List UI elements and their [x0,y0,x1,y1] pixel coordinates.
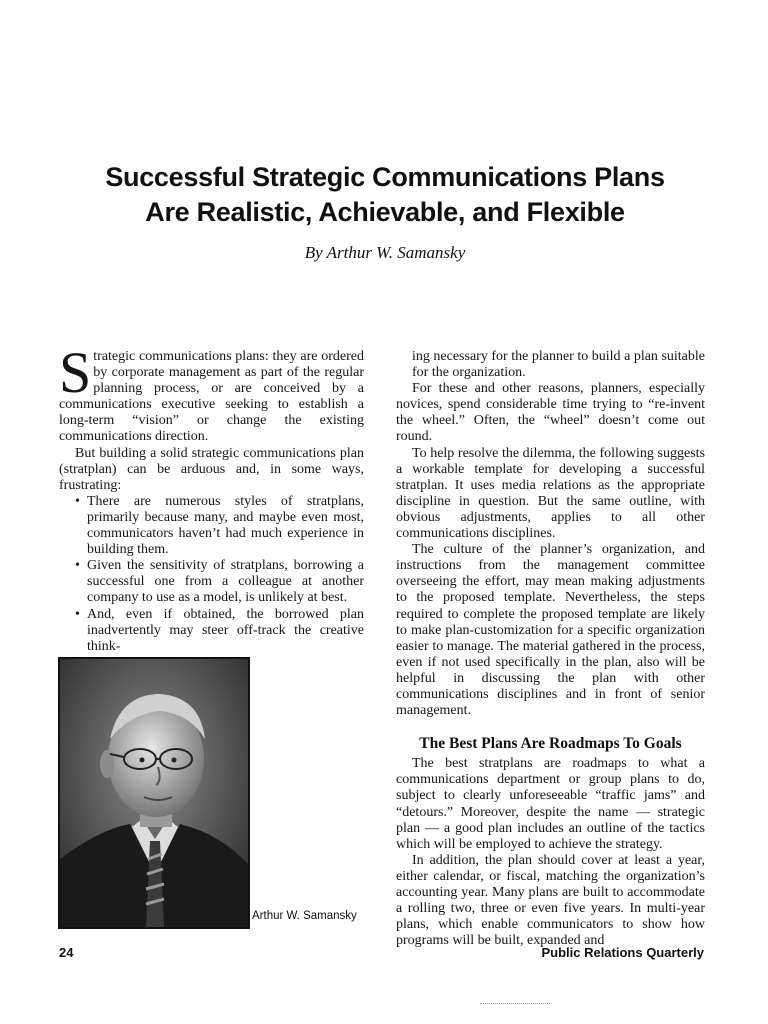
publication-name: Public Relations Quarterly [541,945,704,960]
bullet-item: • And, even if obtained, the borrowed plan inadvertently may steer off-track the creative think- [75,607,364,655]
paragraph: In addition, the plan should cover at least a year, either calendar, or fiscal, matching the organization’s accounting year. Many plans are built to accommodate a rolling two, three or even five years. In multi-year plans, which enable communicators to show how programs will be built, expanded and [396,852,705,949]
author-photo [58,657,250,929]
paragraph: The best stratplans are roadmaps to what a communications department or group plans to do, subject to clearly unforeseeable “traffic jams” and “detours.” Moreover, despite the name — strategic plan — a good plan includes an outline of the tactics which will be employed to achieve the strategy. [396,756,705,852]
left-column [59,340,364,655]
bullet-item: • Given the sensitivity of stratplans, borrowing a successful one from a colleague at another company to use as a model, is unlikely at best. [75,558,364,606]
right-column [396,349,705,949]
author-portrait-image [60,659,248,927]
article-title-line-2: Are Realistic, Achievable, and Flexible [145,197,625,227]
section-heading: The Best Plans Are Roadmaps To Goals [419,735,682,753]
article-title-line-1: Successful Strategic Communications Plans [105,162,665,192]
byline: By Arthur W. Samansky [304,243,466,262]
photo-caption: Arthur W. Samansky [252,910,357,922]
opening-paragraph-text: trategic communications plans: they are ordered by corporate management as part of the regular planning process, or are conceived by a communications executive seeking to establish a long-term “vision” or change the existing communications direction. [59,349,364,445]
scan-artifact [480,1003,550,1005]
paragraph: For these and other reasons, planners, especially novices, spend considerable time trying to “re-invent the wheel.” Often, the “wheel” doesn’t come out round. [396,381,705,445]
bullet-list [59,494,364,655]
page-number: 24 [59,945,74,960]
bullet-item: • There are numerous styles of stratplans, primarily because many, and maybe even most, communicators haven’t had much experience in building them. [75,494,364,558]
paragraph: But building a solid strategic communications plan (stratplan) can be arduous and, in some ways, frustrating: [59,445,364,493]
article-title [40,160,730,230]
opening-paragraph [59,340,364,446]
drop-cap: S [59,340,92,405]
paragraph: To help resolve the dilemma, the following suggests a workable template for developing a successful stratplan. It uses media relations as the appropriate discipline in question. But the same outline, with obvious adjustments, applies to all other communications disciplines. [396,445,705,542]
continuation-paragraph: ing necessary for the planner to build a plan suitable for the organization. [412,349,705,381]
paragraph: The culture of the planner’s organization, and instructions from the management committee overseeing the effort, may mean making adjustments to the proposed template. Nevertheless, the steps required to complete the proposed template are likely to make plan-customization for a specific organization easier to manage. The material gathered in the process, even if not used specifically in the plan, also will be helpful in discussing the plan with other communications disciplines and in front of senior management. [396,542,705,719]
